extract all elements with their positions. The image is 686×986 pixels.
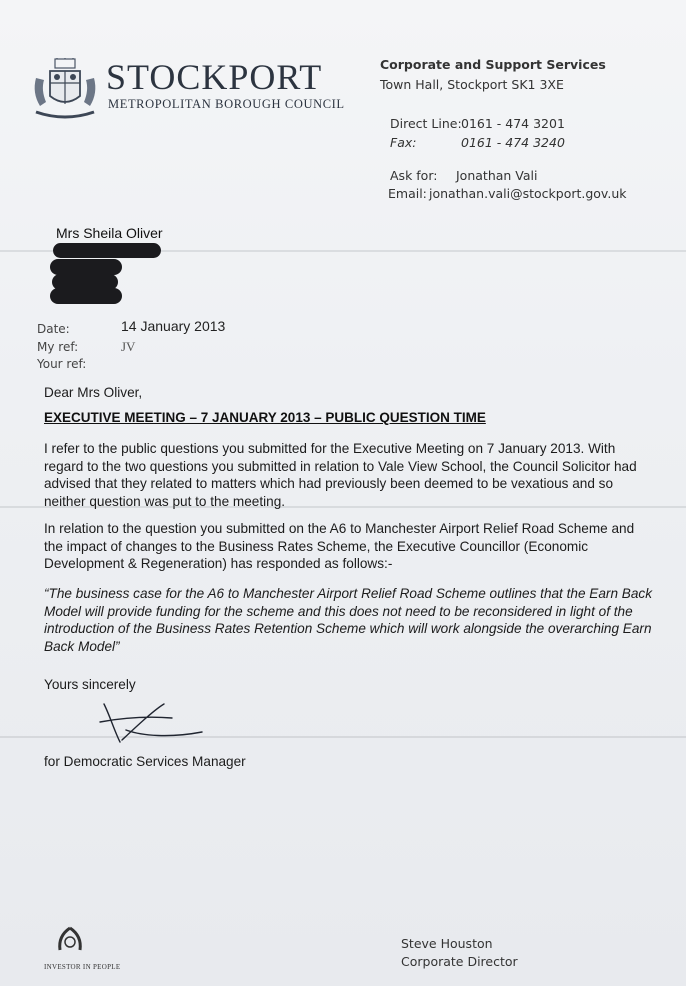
closing: Yours sincerely xyxy=(44,677,136,692)
investor-in-people-logo xyxy=(46,920,126,980)
department-name: Corporate and Support Services xyxy=(380,57,606,72)
redacted-address-line xyxy=(50,288,122,304)
date-label: Date: xyxy=(37,322,70,336)
email-label: Email: xyxy=(388,186,427,201)
council-name: STOCKPORT xyxy=(106,57,323,97)
my-ref-label: My ref: xyxy=(37,340,79,354)
council-subtitle: METROPOLITAN BOROUGH COUNCIL xyxy=(108,97,345,111)
paragraph-2: In relation to the question you submitted on the A6 to Manchester Airport Relief Road Scheme and the impact of changes to the Business Rates Scheme, the Executive Councillor (Economic Development & Regeneration) has responded as follows:- xyxy=(44,521,635,571)
ask-for-label: Ask for: xyxy=(390,168,438,183)
date-value: 14 January 2013 xyxy=(121,318,226,334)
investor-in-people-text: INVESTOR IN PEOPLE xyxy=(44,963,121,971)
quoted-response: “The business case for the A6 to Manchester Airport Relief Road Scheme outlines that the Earn Back Model will provide funding for the scheme and this does not need to be reconsidered in light of the introduction of the Business Rates Retention Scheme which will work alongside the overarching Earn Back Model” xyxy=(44,586,653,654)
director-title: Corporate Director xyxy=(401,954,518,969)
signatory-line: for Democratic Services Manager xyxy=(44,754,246,769)
my-ref-value: JV xyxy=(121,339,136,354)
email-value: jonathan.vali@stockport.gov.uk xyxy=(429,186,627,201)
fax-value: 0161 - 474 3240 xyxy=(461,135,565,150)
recipient-name: Mrs Sheila Oliver xyxy=(56,225,163,241)
your-ref-label: Your ref: xyxy=(37,357,87,371)
letter-heading: EXECUTIVE MEETING – 7 JANUARY 2013 – PUBLIC QUESTION TIME xyxy=(44,410,486,425)
department-address: Town Hall, Stockport SK1 3XE xyxy=(380,77,564,92)
ask-for-value: Jonathan Vali xyxy=(456,168,538,183)
direct-line-value: 0161 - 474 3201 xyxy=(461,116,565,131)
handwritten-signature xyxy=(92,696,207,748)
direct-line-label: Direct Line: xyxy=(390,116,462,131)
paragraph-1: I refer to the public questions you submitted for the Executive Meeting on 7 January 2013. With regard to the two questions you submitted in relation to Vale View School, the Council Solicitor had advised that they related to matters which had previously been deemed to be vexatious and so neither question was put to the meeting. xyxy=(44,441,637,509)
director-name: Steve Houston xyxy=(401,936,493,951)
council-crest-logo xyxy=(30,58,100,124)
redacted-address-line xyxy=(50,259,122,275)
redacted-address-line xyxy=(53,243,161,258)
fax-label: Fax: xyxy=(390,135,417,150)
salutation: Dear Mrs Oliver, xyxy=(44,385,143,400)
